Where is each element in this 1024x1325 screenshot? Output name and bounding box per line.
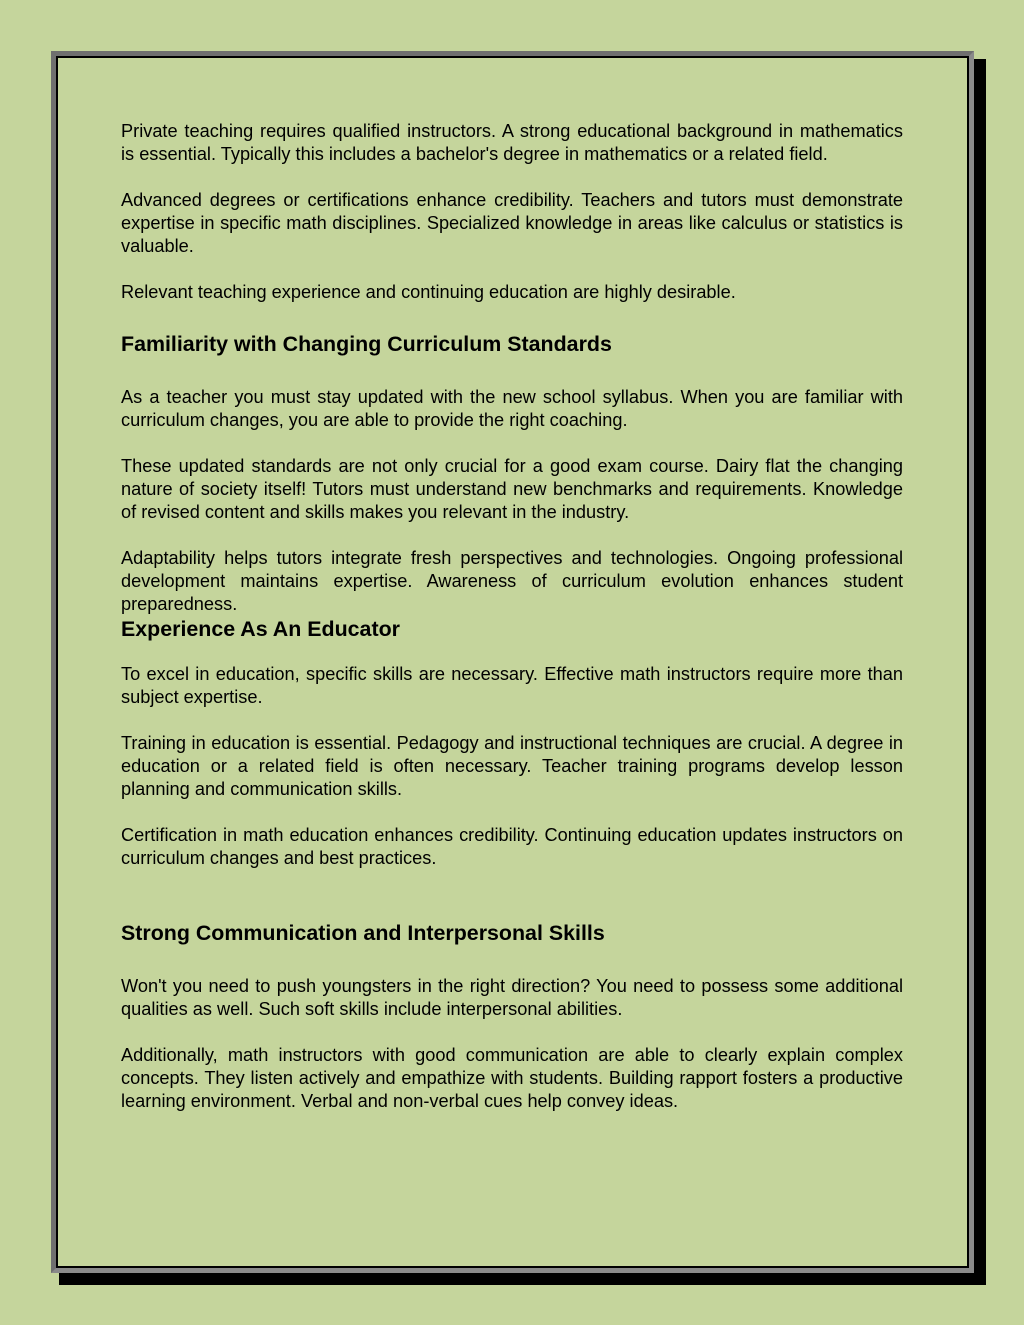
paragraph: Certification in math education enhances credibility. Continuing education updates instructors on curriculum changes and best practices. [121, 825, 903, 868]
paragraph: To excel in education, specific skills are necessary. Effective math instructors require more than subject expertise. [121, 664, 903, 707]
paragraph: As a teacher you must stay updated with the new school syllabus. When you are familiar with curriculum changes, you are able to provide the right coaching. [121, 387, 903, 430]
document-body [121, 120, 903, 1113]
section-heading: Familiarity with Changing Curriculum Standards [121, 332, 612, 356]
paragraph: Training in education is essential. Pedagogy and instructional techniques are crucial. A degree in education or a related field is often necessary. Teacher training programs develop lesson planning and communication skills. [121, 733, 903, 799]
paragraph: Advanced degrees or certifications enhance credibility. Teachers and tutors must demonstrate expertise in specific math disciplines. Specialized knowledge in areas like calculus or statistics is valuable. [121, 190, 903, 256]
paragraph: These updated standards are not only crucial for a good exam course. Dairy flat the changing nature of society itself! Tutors must understand new benchmarks and requirements. Knowledge of revised content and skills makes you relevant in the industry. [121, 456, 903, 522]
paragraph: Won't you need to push youngsters in the right direction? You need to possess some additional qualities as well. Such soft skills include interpersonal abilities. [121, 976, 903, 1019]
paragraph: Relevant teaching experience and continuing education are highly desirable. [121, 282, 736, 302]
paragraph: Adaptability helps tutors integrate fresh perspectives and technologies. Ongoing professional development maintains expertise. Awareness of curriculum evolution enhances student preparedness. [121, 548, 903, 614]
section-heading: Strong Communication and Interpersonal Skills [121, 921, 605, 945]
paragraph: Additionally, math instructors with good communication are able to clearly explain complex concepts. They listen actively and empathize with students. Building rapport fosters a productive learning environment. Verbal and non-verbal cues help convey ideas. [121, 1045, 903, 1111]
section-heading: Experience As An Educator [121, 617, 400, 641]
paragraph: Private teaching requires qualified instructors. A strong educational background in mathematics is essential. Typically this includes a bachelor's degree in mathematics or a related field. [121, 121, 903, 164]
